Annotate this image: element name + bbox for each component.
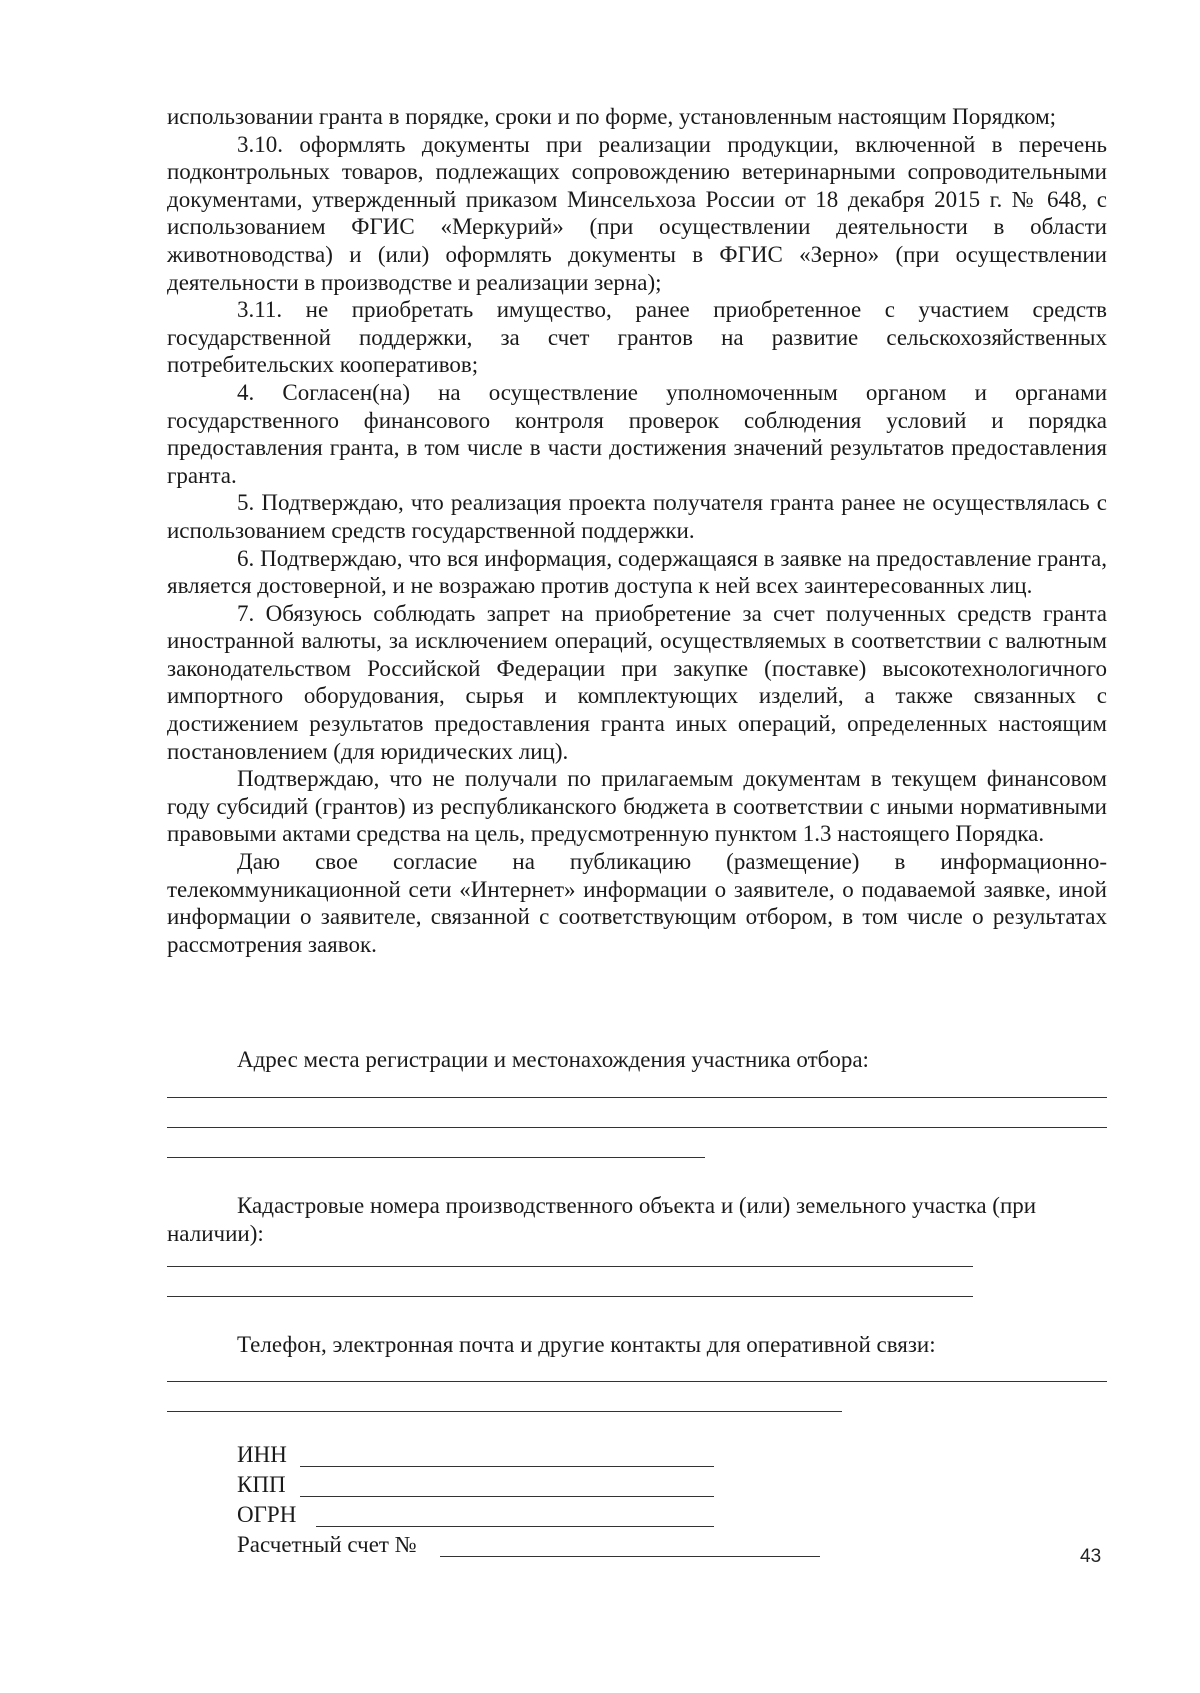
contacts-line-2[interactable]: [167, 1411, 842, 1412]
cadastral-line-1[interactable]: [167, 1266, 973, 1267]
address-line-3[interactable]: [167, 1157, 705, 1158]
contacts-line-1[interactable]: [167, 1381, 1107, 1382]
paragraph-3-10: 3.10. оформлять документы при реализации продукции, включенной в перечень подконтрольных товаров, подлежащих сопровождению ветеринарными сопроводительными документами, утвержденный приказом Минсельхоза России от 18 декабря 2015 г. № 648, с использованием ФГИС «Меркурий» (при осуществлении деятельности в области животноводства) и (или) оформлять документы в ФГИС «Зерно» (при осуществлении деятельности в производстве и реализации зерна);: [167, 131, 1107, 295]
page-number: 43: [1080, 1546, 1102, 1567]
account-field[interactable]: [440, 1556, 820, 1557]
cadastral-label: Кадастровые номера производственного объекта и (или) земельного участка (при наличии):: [167, 1193, 1037, 1246]
ogrn-label: ОГРН: [237, 1502, 297, 1527]
paragraph-confirm-no-subsidies: Подтверждаю, что не получали по прилагаемым документам в текущем финансовом году субсидий (грантов) из республиканского бюджета в соответствии с иными нормативными правовыми актами средства на цель, предусмотренную пунктом 1.3 настоящего Порядка.: [167, 766, 1107, 847]
paragraph-5: 5. Подтверждаю, что реализация проекта получателя гранта ранее не осуществлялась с использованием средств государственной поддержки.: [167, 490, 1107, 543]
cadastral-line-2[interactable]: [167, 1296, 973, 1297]
paragraph-3-11: 3.11. не приобретать имущество, ранее приобретенное с участием средств государственной поддержки, за счет грантов на развитие сельскохозяйственных потребительских кооперативов;: [167, 297, 1107, 378]
body-text: [167, 103, 1107, 958]
inn-label: ИНН: [237, 1442, 287, 1467]
account-label: Расчетный счет №: [237, 1532, 417, 1557]
paragraph-7: 7. Обязуюсь соблюдать запрет на приобретение за счет полученных средств гранта иностранной валюты, за исключением операций, осуществляемых в соответствии с валютным законодательством Российской Федерации при закупке (поставке) высокотехнологичного импортного оборудования, сырья и комплектующих изделий, а также связанных с достижением результатов предоставления гранта иных операций, определенных настоящим постановлением (для юридических лиц).: [167, 600, 1107, 764]
address-line-2[interactable]: [167, 1127, 1107, 1128]
address-label: Адрес места регистрации и местонахождения участника отбора:: [237, 1047, 869, 1072]
paragraph-4: 4. Согласен(на) на осуществление уполномоченным органом и органами государственного финансового контроля проверок соблюдения условий и порядка предоставления гранта, в том числе в части достижения значений результатов предоставления гранта.: [167, 379, 1107, 488]
kpp-label: КПП: [237, 1472, 286, 1497]
paragraph-6: 6. Подтверждаю, что вся информация, содержащаяся в заявке на предоставление гранта, является достоверной, и не возражаю против доступа к ней всех заинтересованных лиц.: [167, 545, 1107, 599]
kpp-field[interactable]: [300, 1496, 714, 1497]
ogrn-field[interactable]: [316, 1526, 714, 1527]
contacts-label: Телефон, электронная почта и другие контакты для оперативной связи:: [237, 1332, 936, 1357]
inn-field[interactable]: [300, 1466, 714, 1467]
address-line-1[interactable]: [167, 1097, 1107, 1098]
paragraph-continuation: использовании гранта в порядке, сроки и по форме, установленным настоящим Порядком;: [167, 104, 1057, 129]
paragraph-consent-publication: Даю свое согласие на публикацию (размещение) в информационно-телекоммуникационной сети «Интернет» информации о заявителе, о подаваемой заявке, иной информации о заявителе, связанной с соответствующим отбором, в том числе о результатах рассмотрения заявок.: [167, 849, 1107, 957]
